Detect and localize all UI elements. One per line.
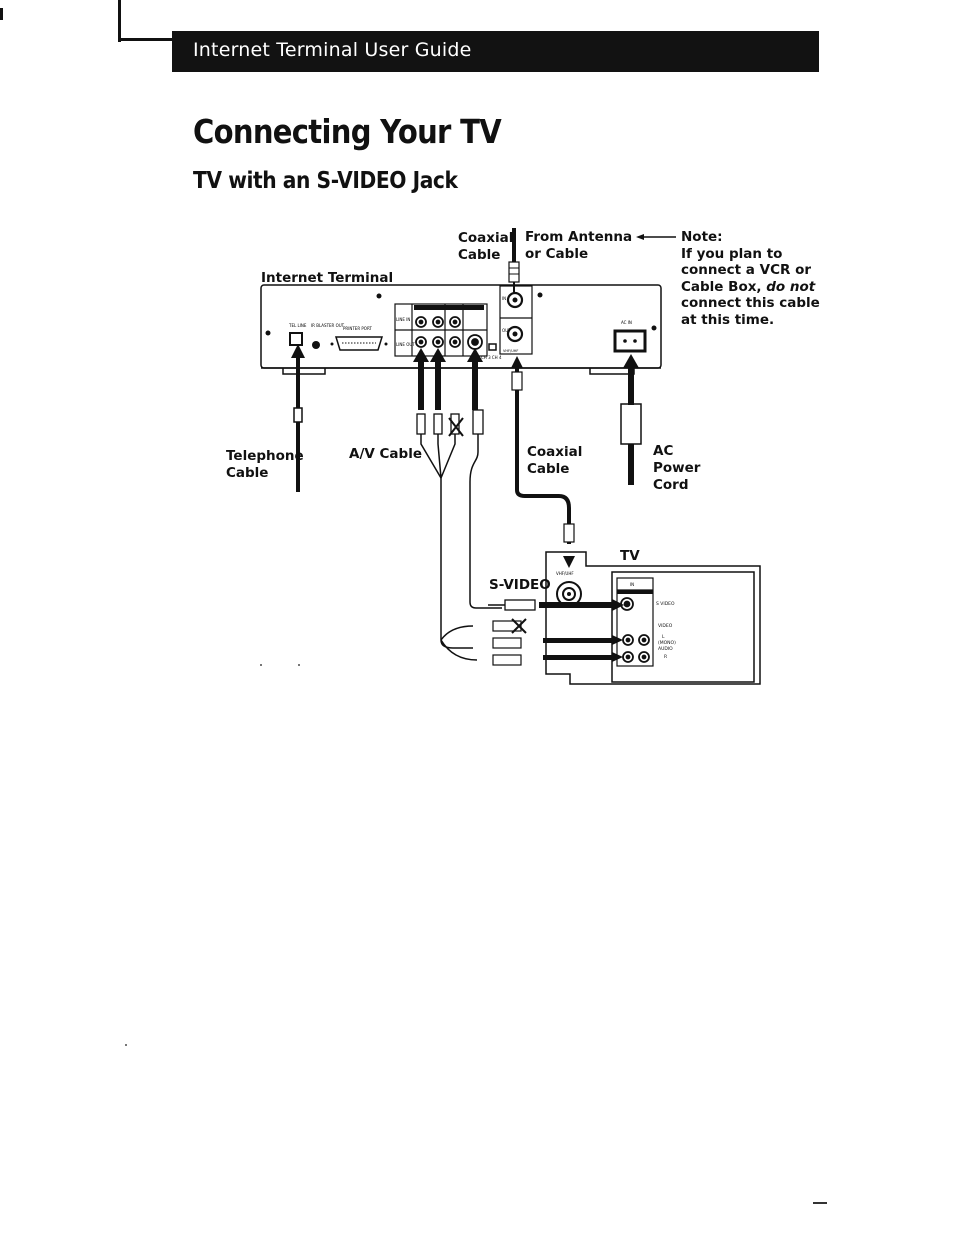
tv-audio-text: AUDIO [658,647,673,652]
page-title: Connecting Your TV [193,112,501,151]
tv-video-text: VIDEO [658,624,673,629]
scan-speck [298,664,300,666]
vhf-uhf-text: VHF/UHF [503,349,519,353]
scan-speck [260,664,262,666]
tv-vhf-uhf-text: VHF/UHF [556,571,574,576]
terminal-foot-right [590,368,634,374]
telephone-plug [294,408,302,422]
tv-r-text: R [664,655,668,660]
terminal-screw-4 [652,326,657,331]
terminal-screw-1 [377,294,382,299]
scan-speck [125,1044,127,1046]
coax-plug-bottom [564,524,574,542]
antenna-coax-plug [509,262,519,282]
ac-in-socket [615,331,645,351]
tv-mono-text: (MONO) [658,641,676,646]
rf-in-text: IN [502,296,507,301]
s-video-label: S-VIDEO [489,577,551,593]
av-cable-arrows [413,348,483,410]
ir-blaster-text: IR BLASTER OUT [311,323,345,328]
telephone-cable-label: Telephone Cable [226,448,304,481]
scan-speck [813,1202,827,1204]
rf-out-text: OUT [502,328,511,333]
terminal-screw-3 [266,331,271,336]
ch-switch-text: CH 3 CH 4 [481,355,502,360]
tel-line-jack [290,333,302,345]
coaxial-cable-label-middle: Coaxial Cable [527,444,583,477]
from-antenna-label: From Antenna or Cable [525,229,633,262]
internet-terminal-label: Internet Terminal [261,270,394,286]
coaxial-cable-label-top: Coaxial Cable [458,230,514,263]
av-cable-plugs [417,410,483,434]
svideo-plug [505,600,535,610]
av-cable-label: A/V Cable [349,446,422,462]
av-cable-bundle [421,434,502,660]
ac-plug [621,404,641,444]
page-subtitle: TV with an S-VIDEO Jack [193,168,458,194]
printer-port-text: PRINTER PORT [343,326,372,331]
tel-line-text: TEL LINE [289,323,307,328]
av-jacks [416,317,482,349]
header-section-title: Internet Terminal User Guide [193,39,472,61]
terminal-screw-2 [538,293,543,298]
ir-blaster-jack [312,341,320,349]
tv-svideo-text: S VIDEO [656,602,675,607]
tv-l-text: L [662,635,665,640]
ac-power-cord-label: AC Power Cord [653,443,701,493]
tv-jacks [621,598,649,662]
terminal-foot-left [283,368,325,374]
coax-plug-top [512,372,522,390]
line-in-text: LINE IN [396,317,411,322]
note-block: Note: If you plan to connect a VCR or Cable Box, do not connect this cable at this time. [681,229,820,328]
line-out-text: LINE OUT [396,342,415,347]
tv-in-text: IN [630,582,635,587]
ac-in-text: AC IN [621,320,632,325]
tv-label: TV [620,548,640,564]
